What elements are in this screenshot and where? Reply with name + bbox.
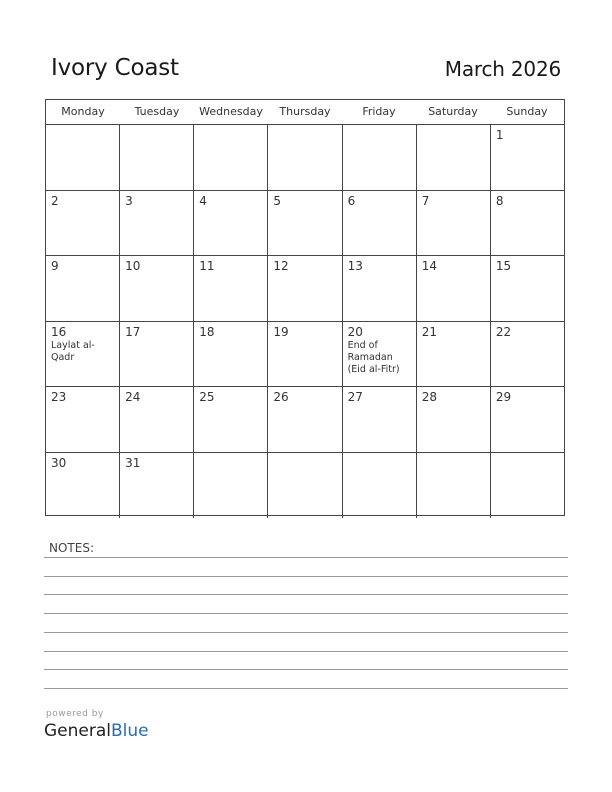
day-cell[interactable] — [119, 322, 193, 387]
day-number: 21 — [421, 324, 437, 339]
day-cell[interactable] — [490, 322, 564, 387]
weekday-wednesday: Wednesday — [199, 105, 263, 118]
notes-label: NOTES: — [49, 541, 94, 555]
day-cell[interactable] — [46, 453, 119, 519]
day-cell[interactable] — [267, 453, 341, 519]
weekday-friday: Friday — [362, 105, 396, 118]
day-number: 9 — [51, 259, 59, 273]
page-title-country: Ivory Coast — [51, 55, 179, 81]
day-cell[interactable] — [416, 387, 490, 452]
weekday-tuesday: Tuesday — [134, 105, 180, 118]
day-cell[interactable] — [416, 453, 490, 519]
weekday-sunday: Sunday — [506, 105, 548, 118]
day-number: 28 — [421, 390, 437, 404]
day-cell[interactable] — [267, 322, 341, 387]
day-cell[interactable] — [193, 256, 267, 321]
day-number: 29 — [495, 390, 512, 404]
day-number: 3 — [125, 193, 133, 208]
note-line — [44, 576, 568, 577]
day-cell[interactable] — [490, 191, 564, 256]
day-cell[interactable] — [193, 125, 267, 190]
day-number: 1 — [495, 128, 504, 142]
week-row — [46, 191, 564, 257]
day-cell[interactable] — [342, 256, 416, 321]
day-cell[interactable] — [46, 125, 119, 190]
day-number: 5 — [273, 193, 282, 208]
day-cell[interactable] — [416, 191, 490, 256]
day-cell[interactable] — [193, 387, 267, 452]
day-cell[interactable] — [46, 256, 119, 321]
day-number: 10 — [125, 259, 141, 273]
day-cell[interactable] — [342, 453, 416, 519]
day-number: 17 — [125, 324, 141, 339]
day-number: 6 — [347, 193, 356, 208]
note-line — [44, 613, 568, 614]
day-cell[interactable] — [46, 322, 119, 387]
day-number: 13 — [347, 259, 363, 273]
day-cell[interactable] — [490, 256, 564, 321]
weekday-header — [46, 100, 564, 125]
day-number: 8 — [495, 193, 504, 208]
brand-general: General — [44, 721, 111, 741]
week-row — [46, 387, 564, 453]
day-cell[interactable] — [342, 387, 416, 452]
day-number: 26 — [273, 390, 289, 404]
day-cell[interactable] — [267, 387, 341, 452]
note-line — [44, 651, 568, 652]
weekday-monday: Monday — [61, 105, 105, 118]
day-cell[interactable] — [46, 191, 119, 256]
day-cell[interactable] — [342, 191, 416, 256]
day-cell[interactable] — [342, 125, 416, 190]
day-number: 23 — [51, 390, 67, 404]
day-cell[interactable] — [267, 125, 341, 190]
day-number: 15 — [495, 259, 512, 273]
note-line — [44, 688, 568, 689]
day-number: 4 — [199, 193, 207, 208]
day-number: 20 — [347, 324, 363, 339]
day-number: 19 — [273, 324, 289, 339]
holiday-label: End of Ramadan (Eid al-Fitr) — [347, 339, 400, 375]
day-number: 30 — [51, 455, 67, 470]
day-cell[interactable] — [416, 256, 490, 321]
day-number: 31 — [125, 455, 141, 470]
note-line — [44, 669, 568, 670]
note-line — [44, 594, 568, 595]
day-cell[interactable] — [342, 322, 416, 387]
day-number: 14 — [421, 259, 437, 273]
week-row — [46, 125, 564, 191]
week-row — [46, 453, 564, 519]
day-cell[interactable] — [46, 387, 119, 452]
day-number: 11 — [199, 259, 215, 273]
week-row — [46, 322, 564, 388]
day-cell[interactable] — [193, 453, 267, 519]
note-line — [44, 632, 568, 633]
day-cell[interactable] — [416, 125, 490, 190]
day-cell[interactable] — [119, 453, 193, 519]
day-cell[interactable] — [490, 453, 564, 519]
weekday-saturday: Saturday — [428, 105, 478, 118]
holiday-label: Laylat al-Qadr — [51, 339, 95, 363]
day-number: 12 — [273, 259, 289, 273]
brand-logo[interactable] — [44, 721, 149, 741]
day-number: 2 — [51, 193, 59, 208]
day-cell[interactable] — [193, 191, 267, 256]
powered-by-text: powered by — [46, 709, 104, 719]
weekday-thursday: Thursday — [279, 105, 331, 118]
day-number: 7 — [421, 193, 430, 208]
day-number: 22 — [495, 324, 512, 339]
page-title-month: March 2026 — [444, 57, 561, 81]
day-cell[interactable] — [490, 387, 564, 452]
week-row — [46, 256, 564, 322]
day-cell[interactable] — [119, 191, 193, 256]
note-line — [44, 557, 568, 558]
day-number: 27 — [347, 390, 363, 404]
brand-blue: Blue — [111, 721, 149, 741]
day-cell[interactable] — [416, 322, 490, 387]
weeks-container — [46, 125, 564, 518]
day-cell[interactable] — [267, 256, 341, 321]
day-number: 25 — [199, 390, 215, 404]
day-cell[interactable] — [267, 191, 341, 256]
day-number: 16 — [51, 324, 67, 339]
day-cell[interactable] — [490, 125, 564, 190]
day-cell[interactable] — [119, 256, 193, 321]
day-cell[interactable] — [193, 322, 267, 387]
day-number: 18 — [199, 324, 215, 339]
day-cell[interactable] — [119, 387, 193, 452]
calendar-grid — [45, 99, 565, 516]
day-number: 24 — [125, 390, 141, 404]
day-cell[interactable] — [119, 125, 193, 190]
